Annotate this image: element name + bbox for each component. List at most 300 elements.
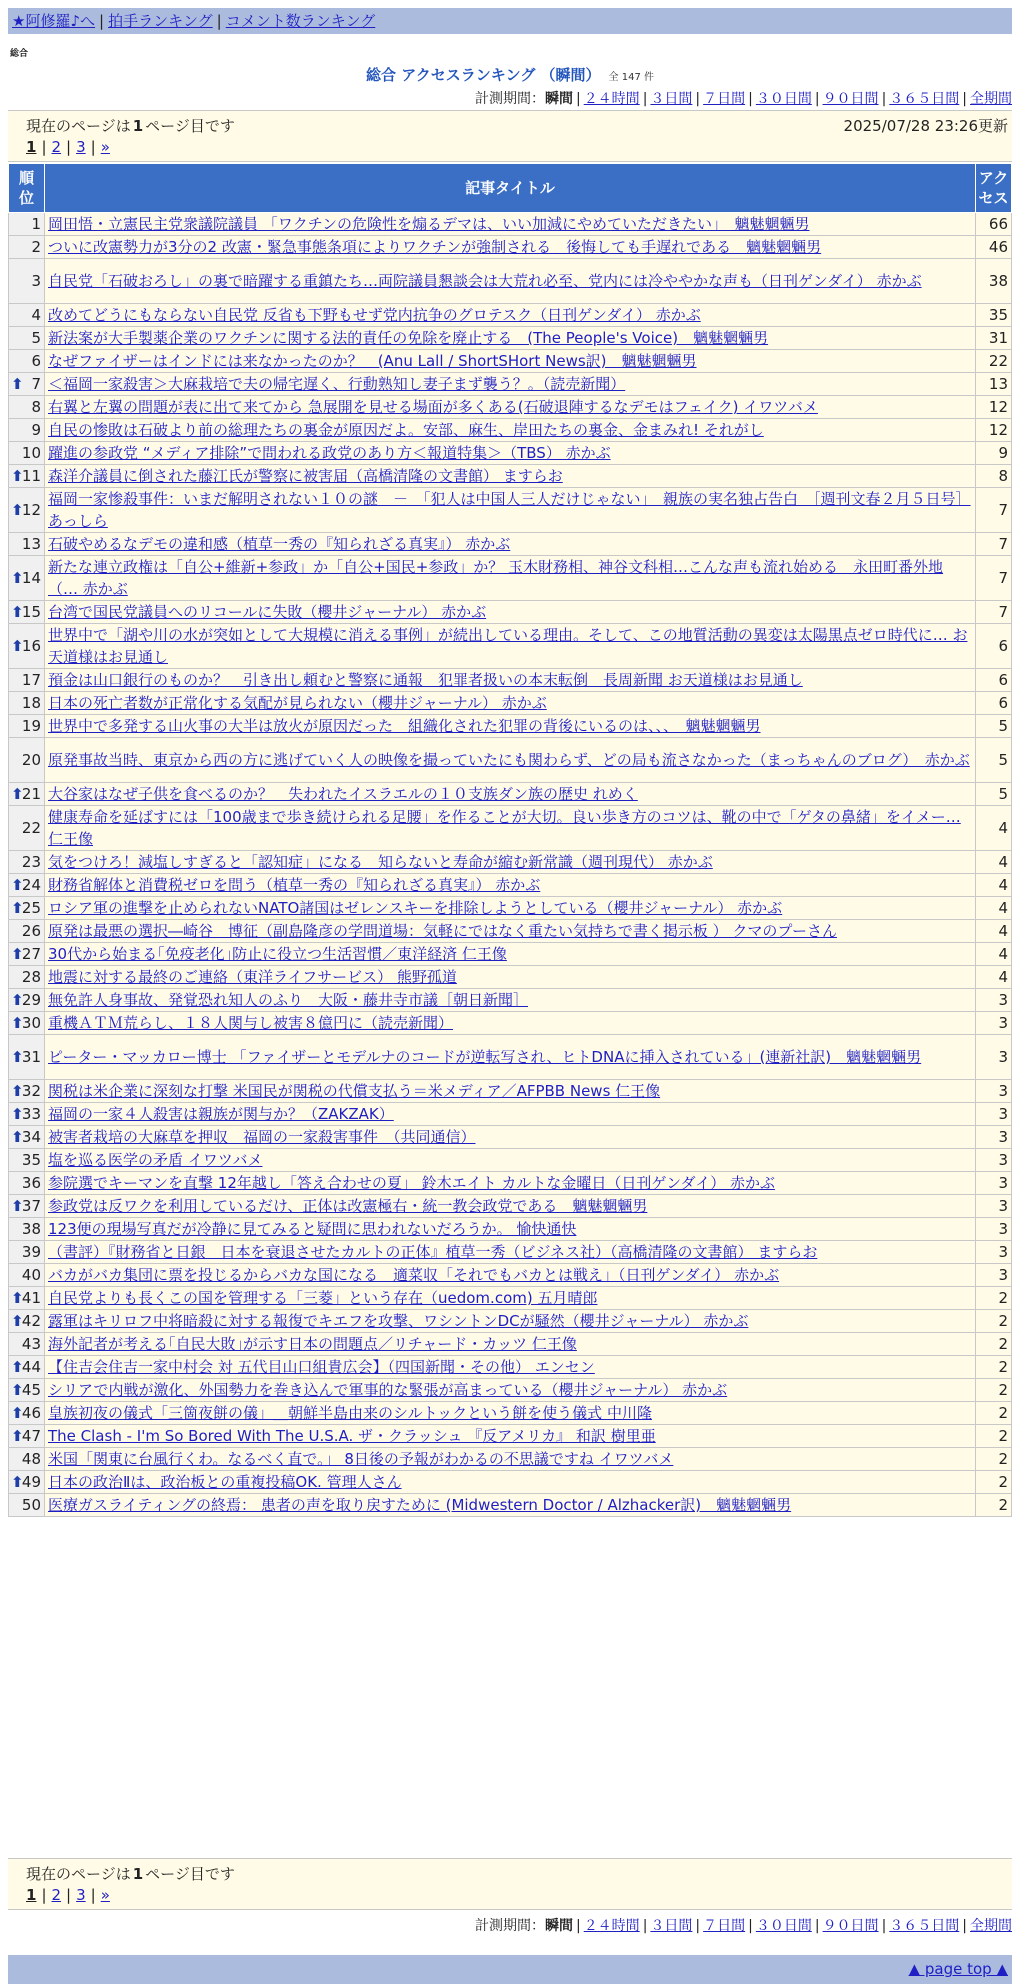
period-option-link[interactable]: 全期間 (970, 1918, 1012, 1934)
total-count: 全 147 件 (608, 72, 654, 83)
header-rank (9, 164, 45, 213)
access-count: 3 (976, 1103, 1012, 1126)
article-link[interactable]: 参院選でキーマンを直撃 12年越し「答え合わせの夏」 鈴木エイト カルトな金曜日（日刊ゲンダイ） 赤かぶ (48, 1174, 775, 1192)
table-row (9, 897, 1012, 920)
table-row (9, 465, 1012, 488)
article-link[interactable]: 皇族初夜の儀式「三箇夜餅の儀」＿朝鮮半島由来のシルトックという餅を使う儀式 中川隆 (48, 1404, 652, 1422)
article-link[interactable]: 自民党よりも長くこの国を管理する「三菱」という存在（uedom.com) 五月晴郎 (48, 1289, 598, 1307)
article-link[interactable]: ピーター・マッカロー博士 「ファイザーとモデルナのコードが逆転写され、ヒトDNAに挿入されている」(連新社訳) 魑魅魍魎男 (48, 1048, 922, 1066)
article-link[interactable]: 台湾で国民党議員へのリコールに失敗（櫻井ジャーナル） 赤かぶ (48, 603, 487, 621)
rank-number: 11 (21, 467, 41, 485)
table-row (9, 1012, 1012, 1035)
access-count: 6 (976, 669, 1012, 692)
separator: | (90, 138, 96, 156)
rank-number: 34 (21, 1128, 41, 1146)
rank-up-arrow-icon: ⬆ (11, 1014, 24, 1032)
rank-number: 10 (21, 444, 41, 462)
access-count: 2 (976, 1425, 1012, 1448)
next-page-link[interactable]: » (100, 1886, 110, 1904)
page-top-link[interactable]: ▲ page top ▲ (908, 1960, 1008, 1978)
rank-number: 6 (31, 352, 41, 370)
table-row (9, 1425, 1012, 1448)
separator: | (216, 12, 222, 30)
rank-cell (9, 1264, 45, 1287)
pager-bottom (8, 1858, 1012, 1910)
link-comment-ranking[interactable]: コメント数ランキング (225, 12, 376, 30)
page-suffix: ページ目です (145, 1865, 235, 1883)
article-link[interactable]: 新法案が大手製薬企業のワクチンに関する法的責任の免除を廃止する (The People's Voice) 魑魅魍魎男 (48, 329, 769, 347)
access-count: 4 (976, 920, 1012, 943)
page-link[interactable]: 2 (51, 1886, 62, 1904)
table-row (9, 1035, 1012, 1080)
page-prefix: 現在のページは (26, 117, 131, 135)
period-label: 計測期間： (474, 1918, 545, 1934)
rank-number: 8 (31, 398, 41, 416)
rank-cell (9, 1471, 45, 1494)
rank-number: 45 (21, 1381, 41, 1399)
access-count: 46 (976, 236, 1012, 259)
separator: | (99, 12, 105, 30)
article-link[interactable]: 塩を巡る医学の矛盾 イワツバメ (48, 1151, 263, 1169)
period-option-link[interactable]: ９０日間 (822, 1918, 879, 1934)
table-row (9, 624, 1012, 669)
link-applause-ranking[interactable]: 拍手ランキング (108, 12, 213, 30)
page-prefix: 現在のページは (26, 1865, 131, 1883)
article-link[interactable]: 石破やめるなデモの違和感（植草一秀の『知られざる真実』） 赤かぶ (48, 535, 511, 553)
article-link[interactable]: ロシア軍の進撃を止められないNATO諸国はゼレンスキーを排除しようとしている（櫻井ジャーナル） 赤かぶ (48, 899, 783, 917)
category-label: 総合 (10, 49, 29, 59)
title-cell (45, 373, 976, 396)
table-row (9, 1494, 1012, 1517)
table-row (9, 373, 1012, 396)
access-count: 35 (976, 304, 1012, 327)
title-cell (45, 259, 976, 304)
article-link[interactable]: 福岡一家惨殺事件：いまだ解明されない１０の謎 － 「犯人は中国人三人だけじゃない」 親族の実名独占告白 ［週刊文春２月５日号］ あっしら (48, 490, 971, 530)
access-count: 2 (976, 1471, 1012, 1494)
article-link[interactable]: The Clash - I'm So Bored With The U.S.A. ザ・クラッシュ 『反アメリカ』 和訳 樹里亜 (48, 1427, 656, 1445)
header-title: 記事タイトル (45, 164, 976, 213)
period-option-link[interactable]: ３日間 (650, 91, 693, 107)
title-cell (45, 350, 976, 373)
access-count: 6 (976, 692, 1012, 715)
article-link[interactable]: ついに改憲勢力が3分の2 改憲・緊急事態条項によりワクチンが強制される 後悔しても手遅れである 魑魅魍魎男 (48, 238, 822, 256)
title-cell (45, 442, 976, 465)
table-row (9, 419, 1012, 442)
article-link[interactable]: 日本の死亡者数が正常化する気配が見られない（櫻井ジャーナル） 赤かぶ (48, 694, 547, 712)
table-row (9, 442, 1012, 465)
title-cell (45, 1448, 976, 1471)
rank-number: 50 (21, 1496, 41, 1514)
article-link[interactable]: シリアで内戦が激化、外国勢力を巻き込んで軍事的な緊張が高まっている（櫻井ジャーナル） 赤かぶ (48, 1381, 728, 1399)
separator: | (66, 1886, 72, 1904)
rank-cell (9, 1012, 45, 1035)
table-row (9, 1126, 1012, 1149)
period-option-link[interactable]: ９０日間 (822, 91, 879, 107)
title-cell (45, 1310, 976, 1333)
separator: | (881, 91, 887, 107)
access-count: 3 (976, 1218, 1012, 1241)
article-link[interactable]: 自民の惨敗は石破より前の総理たちの裏金が原因だよ。安部、麻生、岸田たちの裏金、金まみれ! それがし (48, 421, 764, 439)
title-cell (45, 327, 976, 350)
title-cell (45, 1195, 976, 1218)
access-count: 3 (976, 1264, 1012, 1287)
table-header-row (9, 164, 1012, 213)
separator: | (66, 138, 72, 156)
access-count: 6 (976, 624, 1012, 669)
ranking-title-row (8, 64, 1012, 85)
rank-number: 19 (21, 717, 41, 735)
rank-number: 31 (21, 1048, 41, 1066)
rank-cell (9, 851, 45, 874)
table-row (9, 806, 1012, 851)
access-count: 7 (976, 533, 1012, 556)
rank-up-arrow-icon: ⬆ (11, 1105, 24, 1123)
article-link[interactable]: 気をつけろ！減塩しすぎると「認知症」になる 知らないと寿命が縮む新常識（週刊現代） 赤かぶ (48, 853, 713, 871)
access-count: 3 (976, 1126, 1012, 1149)
table-row (9, 851, 1012, 874)
table-row (9, 327, 1012, 350)
rank-number: 44 (21, 1358, 41, 1376)
table-row (9, 396, 1012, 419)
access-count: 12 (976, 396, 1012, 419)
article-link[interactable]: 改めてどうにもならない自民党 反省も下野もせず党内抗争のグロテスク（日刊ゲンダイ） 赤かぶ (48, 306, 701, 324)
rank-up-arrow-icon: ⬆ (11, 1358, 24, 1376)
period-selector-bottom (475, 1915, 1012, 1935)
page-link[interactable]: 2 (51, 138, 62, 156)
access-count: 5 (976, 783, 1012, 806)
rank-up-arrow-icon: ⬆ (11, 1473, 24, 1491)
table-row (9, 1149, 1012, 1172)
table-row (9, 715, 1012, 738)
table-row (9, 213, 1012, 236)
title-cell (45, 1218, 976, 1241)
article-link[interactable]: 地震に対する最終のご連絡（東洋ライフサービス） 熊野孤道 (48, 968, 457, 986)
access-count: 3 (976, 1172, 1012, 1195)
next-page-link[interactable]: » (100, 138, 110, 156)
period-option-link[interactable]: ３０日間 (755, 1918, 812, 1934)
article-link[interactable]: （書評）『財務省と日銀 日本を衰退させたカルトの正体』植草一秀（ビジネス社）（高橋清隆の文書館） ますらお (48, 1243, 818, 1261)
rank-cell (9, 556, 45, 601)
access-count: 4 (976, 966, 1012, 989)
period-current: 瞬間 (544, 1918, 573, 1934)
access-count: 13 (976, 373, 1012, 396)
article-link[interactable]: 30代から始まる｢免疫老化｣防止に役立つ生活習慣／東洋経済 仁王像 (48, 945, 507, 963)
title-cell (45, 236, 976, 259)
rank-number: 41 (21, 1289, 41, 1307)
title-cell (45, 1012, 976, 1035)
table-row (9, 1172, 1012, 1195)
page-link-current: 1 (26, 138, 37, 156)
rank-number: 5 (31, 329, 41, 347)
rank-number: 35 (21, 1151, 41, 1169)
access-count: 4 (976, 851, 1012, 874)
article-link[interactable]: 無免許人身事故、発覚恐れ知人のふり 大阪・藤井寺市議［朝日新聞］ (48, 991, 529, 1009)
article-link[interactable]: なぜファイザーはインドには来なかったのか？ (Anu Lall / ShortSHort News訳) 魑魅魍魎男 (48, 352, 697, 370)
table-row (9, 783, 1012, 806)
period-option-link[interactable]: 全期間 (970, 91, 1012, 107)
article-link[interactable]: ＜福岡一家殺害＞大麻栽培で夫の帰宅遅く、行動熟知し妻子まず襲う？。（読売新聞） (48, 375, 626, 393)
title-cell (45, 1287, 976, 1310)
separator: | (881, 1918, 887, 1934)
rank-up-arrow-icon: ⬆ (11, 1404, 24, 1422)
title-cell (45, 966, 976, 989)
access-count: 2 (976, 1379, 1012, 1402)
rank-number: 33 (21, 1105, 41, 1123)
title-cell (45, 1080, 976, 1103)
article-link[interactable]: 岡田悟・立憲民主党衆議院議員 「ワクチンの危険性を煽るデマは、いい加減にやめていただきたい」 魑魅魍魎男 (48, 215, 810, 233)
rank-up-arrow-icon: ⬆ (11, 945, 24, 963)
page-link[interactable]: 3 (76, 138, 86, 156)
title-cell (45, 738, 976, 783)
rank-up-arrow-icon: ⬆ (11, 876, 24, 894)
rank-cell (9, 304, 45, 327)
access-count: 2 (976, 1448, 1012, 1471)
access-count: 7 (976, 556, 1012, 601)
access-count: 3 (976, 989, 1012, 1012)
rank-cell (9, 1126, 45, 1149)
period-label: 計測期間： (474, 91, 545, 107)
header-access-label: アクセス (978, 169, 1009, 207)
table-row (9, 1310, 1012, 1333)
rank-number: 39 (21, 1243, 41, 1261)
title-cell (45, 601, 976, 624)
ranking-title: 総合 アクセスランキング （瞬間） (366, 66, 601, 84)
period-option-link[interactable]: ３日間 (650, 1918, 693, 1934)
rank-number: 46 (21, 1404, 41, 1422)
article-link[interactable]: 森洋介議員に倒された藤江氏が警察に被害届（高橋清隆の文書館） ますらお (48, 467, 563, 485)
title-cell (45, 1425, 976, 1448)
rank-cell (9, 327, 45, 350)
article-link[interactable]: 右翼と左翼の問題が表に出て来てから 急展開を見せる場面が多くある(石破退陣するなデモはフェイク) イワツバメ (48, 398, 818, 416)
article-link[interactable]: 原発は最悪の選択―崎谷 博征（副島隆彦の学問道場：気軽にではなく重たい気持ちで書く掲示板 ） クマのプーさん (48, 922, 837, 940)
separator: | (90, 1886, 96, 1904)
title-cell (45, 419, 976, 442)
rank-up-arrow-icon: ⬆ (11, 899, 24, 917)
title-cell (45, 851, 976, 874)
article-link[interactable]: 自民党「石破おろし」の裏で暗躍する重鎮たち…両院議員懇談会は大荒れ必至、党内には冷ややかな声も（日刊ゲンダイ） 赤かぶ (48, 272, 922, 290)
article-link[interactable]: 重機ＡＴＭ荒らし、１８人関与し被害８億円に（読売新聞） (48, 1014, 454, 1032)
access-count: 2 (976, 1494, 1012, 1517)
table-row (9, 943, 1012, 966)
article-link[interactable]: 大谷家はなぜ子供を食べるのか？ 失われたイスラエルの１０支族ダン族の歴史 れめく (48, 785, 638, 803)
rank-cell (9, 1172, 45, 1195)
article-link[interactable]: 海外記者が考える｢自民大敗｣が示す日本の問題点／リチャード・カッツ 仁王像 (48, 1335, 577, 1353)
rank-cell (9, 396, 45, 419)
rank-cell (9, 1425, 45, 1448)
title-cell (45, 1333, 976, 1356)
table-row (9, 1264, 1012, 1287)
table-row (9, 488, 1012, 533)
page-link[interactable]: 3 (76, 1886, 86, 1904)
access-count: 7 (976, 488, 1012, 533)
ranking-body (9, 213, 1012, 1517)
rank-cell (9, 350, 45, 373)
rank-number: 43 (21, 1335, 41, 1353)
header-access (976, 164, 1012, 213)
access-count: 5 (976, 738, 1012, 783)
rank-number: 26 (21, 922, 41, 940)
rank-up-arrow-icon: ⬆ (11, 1197, 24, 1215)
rank-number: 30 (21, 1014, 41, 1032)
rank-number: 4 (31, 306, 41, 324)
page-links (26, 138, 110, 156)
rank-number: 47 (21, 1427, 41, 1445)
rank-cell (9, 1356, 45, 1379)
rank-number: 21 (21, 785, 41, 803)
rank-cell (9, 920, 45, 943)
page-link-current: 1 (26, 1886, 37, 1904)
title-cell (45, 1402, 976, 1425)
title-cell (45, 1241, 976, 1264)
article-link[interactable]: 世界中で多発する山火事の大半は放火が原因だった 組織化された犯罪の背後にいるのは、、、 魑魅魍魎男 (48, 717, 761, 735)
table-row (9, 304, 1012, 327)
table-row (9, 1218, 1012, 1241)
access-count: 2 (976, 1287, 1012, 1310)
article-link[interactable]: バカがバカ集団に票を投じるからバカな国になる 適菜収「それでもバカとは戦え」（日刊ゲンダイ） 赤かぶ (48, 1266, 780, 1284)
current-page-number: 1 (132, 1865, 144, 1883)
title-cell (45, 874, 976, 897)
access-count: 3 (976, 1149, 1012, 1172)
rank-number: 9 (31, 421, 41, 439)
rank-number: 15 (21, 603, 41, 621)
rank-cell (9, 1195, 45, 1218)
table-row (9, 1356, 1012, 1379)
rank-cell (9, 465, 45, 488)
rank-up-arrow-icon: ⬆ (11, 569, 24, 587)
header-rank-label: 順位 (18, 169, 34, 207)
separator: | (748, 1918, 753, 1934)
rank-number: 17 (21, 671, 41, 689)
title-cell (45, 213, 976, 236)
article-link[interactable]: 関税は米企業に深刻な打撃 米国民が関税の代償支払う＝米メディア／AFPBB News 仁王像 (48, 1082, 661, 1100)
link-asyura-home[interactable]: ★阿修羅♪へ (12, 12, 96, 30)
table-row (9, 669, 1012, 692)
rank-cell (9, 943, 45, 966)
period-option-link[interactable]: ２４時間 (583, 1918, 640, 1934)
table-row (9, 966, 1012, 989)
rank-cell (9, 533, 45, 556)
article-link[interactable]: 預金は山口銀行のものか？ 引き出し頼むと警察に通報 犯罪者扱いの本末転倒 長周新聞 お天道様はお見通し (48, 671, 803, 689)
title-cell (45, 669, 976, 692)
bottom-bar (8, 1955, 1012, 1984)
article-link[interactable]: 日本の政治Ⅱは、政治板との重複投稿OK. 管理人さん (48, 1473, 402, 1491)
title-cell (45, 1035, 976, 1080)
title-cell (45, 488, 976, 533)
ranking-table (8, 163, 1012, 1517)
rank-cell (9, 783, 45, 806)
rank-cell (9, 966, 45, 989)
article-link[interactable]: 医療ガスライティングの終焉： 患者の声を取り戻すために (Midwestern Doctor / Alzhacker訳) 魑魅魍魎男 (48, 1496, 792, 1514)
separator: | (41, 138, 47, 156)
rank-up-arrow-icon: ⬆ (11, 1312, 24, 1330)
table-row (9, 236, 1012, 259)
period-option-link[interactable]: ２４時間 (583, 91, 640, 107)
table-row (9, 989, 1012, 1012)
article-link[interactable]: 【住吉会住吉一家中村会 対 五代目山口組貴広会】（四国新聞・その他） エンセン (48, 1358, 595, 1376)
table-row (9, 1195, 1012, 1218)
period-option-link[interactable]: ７日間 (703, 91, 746, 107)
title-cell (45, 624, 976, 669)
current-page-text (26, 115, 235, 136)
rank-up-arrow-icon: ⬆ (11, 785, 24, 803)
rank-up-arrow-icon: ⬆ (11, 375, 24, 393)
rank-up-arrow-icon: ⬆ (11, 1082, 24, 1100)
separator: | (814, 91, 820, 107)
rank-number: 27 (21, 945, 41, 963)
title-cell (45, 396, 976, 419)
rank-cell (9, 1035, 45, 1080)
rank-cell (9, 488, 45, 533)
rank-number: 12 (21, 501, 41, 519)
access-count: 7 (976, 601, 1012, 624)
period-option-link[interactable]: ３６５日間 (889, 91, 960, 107)
rank-up-arrow-icon: ⬆ (11, 637, 24, 655)
access-count: 5 (976, 715, 1012, 738)
rank-cell (9, 1241, 45, 1264)
rank-number: 48 (21, 1450, 41, 1468)
access-count: 38 (976, 259, 1012, 304)
article-link[interactable]: 躍進の参政党 “メディア排除”で問われる政党のあり方＜報道特集＞（TBS） 赤かぶ (48, 444, 611, 462)
rank-number: 16 (21, 637, 41, 655)
article-link[interactable]: 123便の現場写真だが冷静に見てみると疑問に思われないだろうか。 愉快通快 (48, 1220, 577, 1238)
rank-number: 23 (21, 853, 41, 871)
access-count: 3 (976, 1241, 1012, 1264)
article-link[interactable]: 健康寿命を延ばすには「100歳まで歩き続けられる足腰」を作ることが大切。良い歩き方のコツは、靴の中で「ゲタの鼻緒」をイメー… 仁王像 (48, 808, 961, 848)
rank-number: 18 (21, 694, 41, 712)
article-link[interactable]: 原発事故当時、東京から西の方に逃げていく人の映像を撮っていたにも関わらず、どの局も流さなかった（まっちゃんのブログ） 赤かぶ (48, 751, 970, 769)
article-link[interactable]: 福岡の一家４人殺害は親族が関与か？（ZAKZAK） (48, 1105, 394, 1123)
rank-cell (9, 669, 45, 692)
separator: | (962, 91, 967, 107)
access-count: 4 (976, 943, 1012, 966)
access-count: 2 (976, 1356, 1012, 1379)
table-row (9, 1379, 1012, 1402)
title-cell (45, 304, 976, 327)
article-link[interactable]: 米国「関東に台風行くわ。なるべく直で。」 8日後の予報がわかるの不思議ですね イワツバメ (48, 1450, 674, 1468)
rank-cell (9, 1333, 45, 1356)
rank-number: 24 (21, 876, 41, 894)
title-cell (45, 806, 976, 851)
period-selector-top (475, 88, 1012, 108)
rank-up-arrow-icon: ⬆ (11, 991, 24, 1009)
rank-cell (9, 1310, 45, 1333)
period-option-link[interactable]: ７日間 (703, 1918, 746, 1934)
table-row (9, 1471, 1012, 1494)
article-link[interactable]: 露軍はキリロフ中将暗殺に対する報復でキエフを攻撃、ワシントンDCが騒然（櫻井ジャーナル） 赤かぶ (48, 1312, 749, 1330)
title-cell (45, 1103, 976, 1126)
period-option-link[interactable]: ３０日間 (755, 91, 812, 107)
access-count: 2 (976, 1310, 1012, 1333)
table-row (9, 738, 1012, 783)
article-link[interactable]: 世界中で「湖や川の水が突如として大規模に消える事例」が続出している理由。そして、この地質活動の異変は太陽黒点ゼロ時代に… お天道様はお見通し (48, 626, 968, 666)
rank-number: 13 (21, 535, 41, 553)
access-count: 66 (976, 213, 1012, 236)
rank-cell (9, 1218, 45, 1241)
article-link[interactable]: 財務省解体と消費税ゼロを問う（植草一秀の『知られざる真実』） 赤かぶ (48, 876, 541, 894)
article-link[interactable]: 被害者栽培の大麻草を押収 福岡の一家殺害事件 （共同通信） (48, 1128, 476, 1146)
period-option-link[interactable]: ３６５日間 (889, 1918, 960, 1934)
title-cell (45, 1264, 976, 1287)
rank-number: 38 (21, 1220, 41, 1238)
separator: | (748, 91, 753, 107)
access-count: 9 (976, 442, 1012, 465)
access-count: 3 (976, 1080, 1012, 1103)
access-count: 3 (976, 1195, 1012, 1218)
table-row (9, 1448, 1012, 1471)
access-count: 31 (976, 327, 1012, 350)
article-link[interactable]: 参政党は反ワクを利用しているだけ、正体は改憲極右・統一教会政党である 魑魅魍魎男 (48, 1197, 648, 1215)
article-link[interactable]: 新たな連立政権は「自公+維新+参政」か「自公+国民+参政」か？ 玉木財務相、神谷文科相…こんな声も流れ始める 永田町番外地（… 赤かぶ (48, 558, 944, 598)
